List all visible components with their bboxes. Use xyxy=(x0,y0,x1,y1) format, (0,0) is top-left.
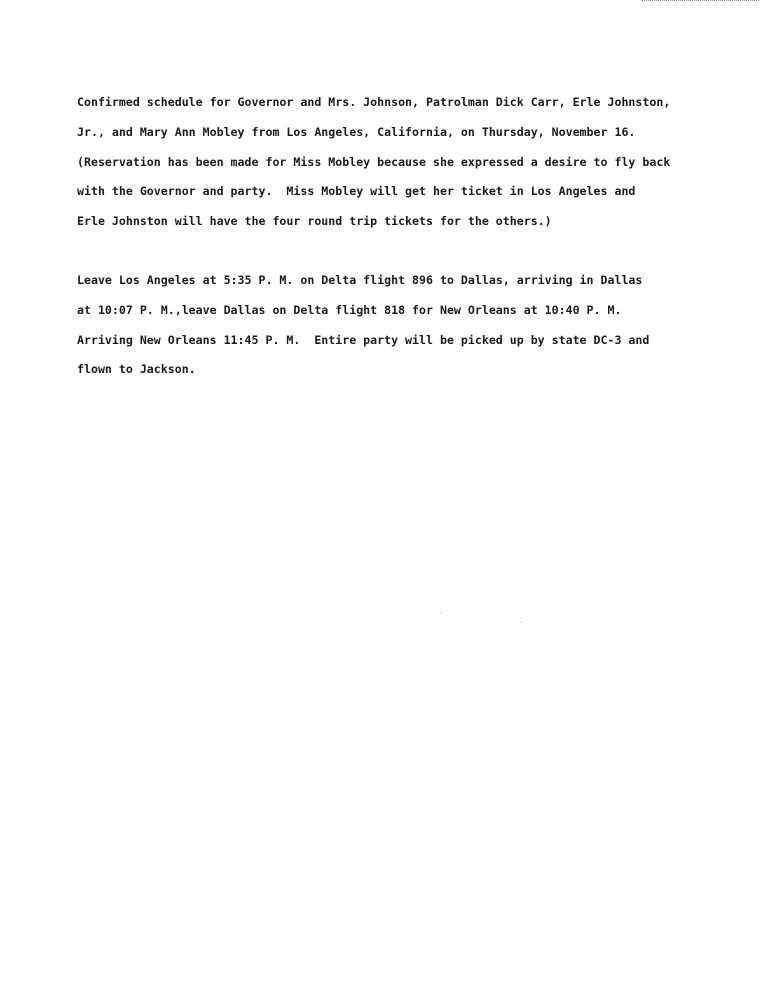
scan-speck xyxy=(441,612,442,613)
paragraph1-line-1: Confirmed schedule for Governor and Mrs. Johnson, Patrolman Dick Carr, Erle Johnston, xyxy=(77,95,671,109)
paragraph1-line-2: Jr., and Mary Ann Mobley from Los Angeles, California, on Thursday, November 16. xyxy=(77,125,636,139)
scan-speck xyxy=(521,622,522,623)
paragraph2-line-1: Leave Los Angeles at 5:35 P. M. on Delta flight 896 to Dallas, arriving in Dallas xyxy=(77,273,643,287)
paragraph1-line-4: with the Governor and party. Miss Mobley will get her ticket in Los Angeles and xyxy=(77,184,636,198)
paragraph2-line-4: flown to Jackson. xyxy=(77,362,196,376)
top-edge-dotted-rule xyxy=(641,0,759,3)
paragraph2-line-2: at 10:07 P. M.,leave Dallas on Delta flight 818 for New Orleans at 10:40 P. M. xyxy=(77,303,622,317)
paragraph2-line-3: Arriving New Orleans 11:45 P. M. Entire party will be picked up by state DC-3 and xyxy=(77,333,650,347)
paragraph1-line-5: Erle Johnston will have the four round trip tickets for the others.) xyxy=(77,214,552,228)
paragraph1-line-3: (Reservation has been made for Miss Mobley because she expressed a desire to fly back xyxy=(77,155,671,169)
